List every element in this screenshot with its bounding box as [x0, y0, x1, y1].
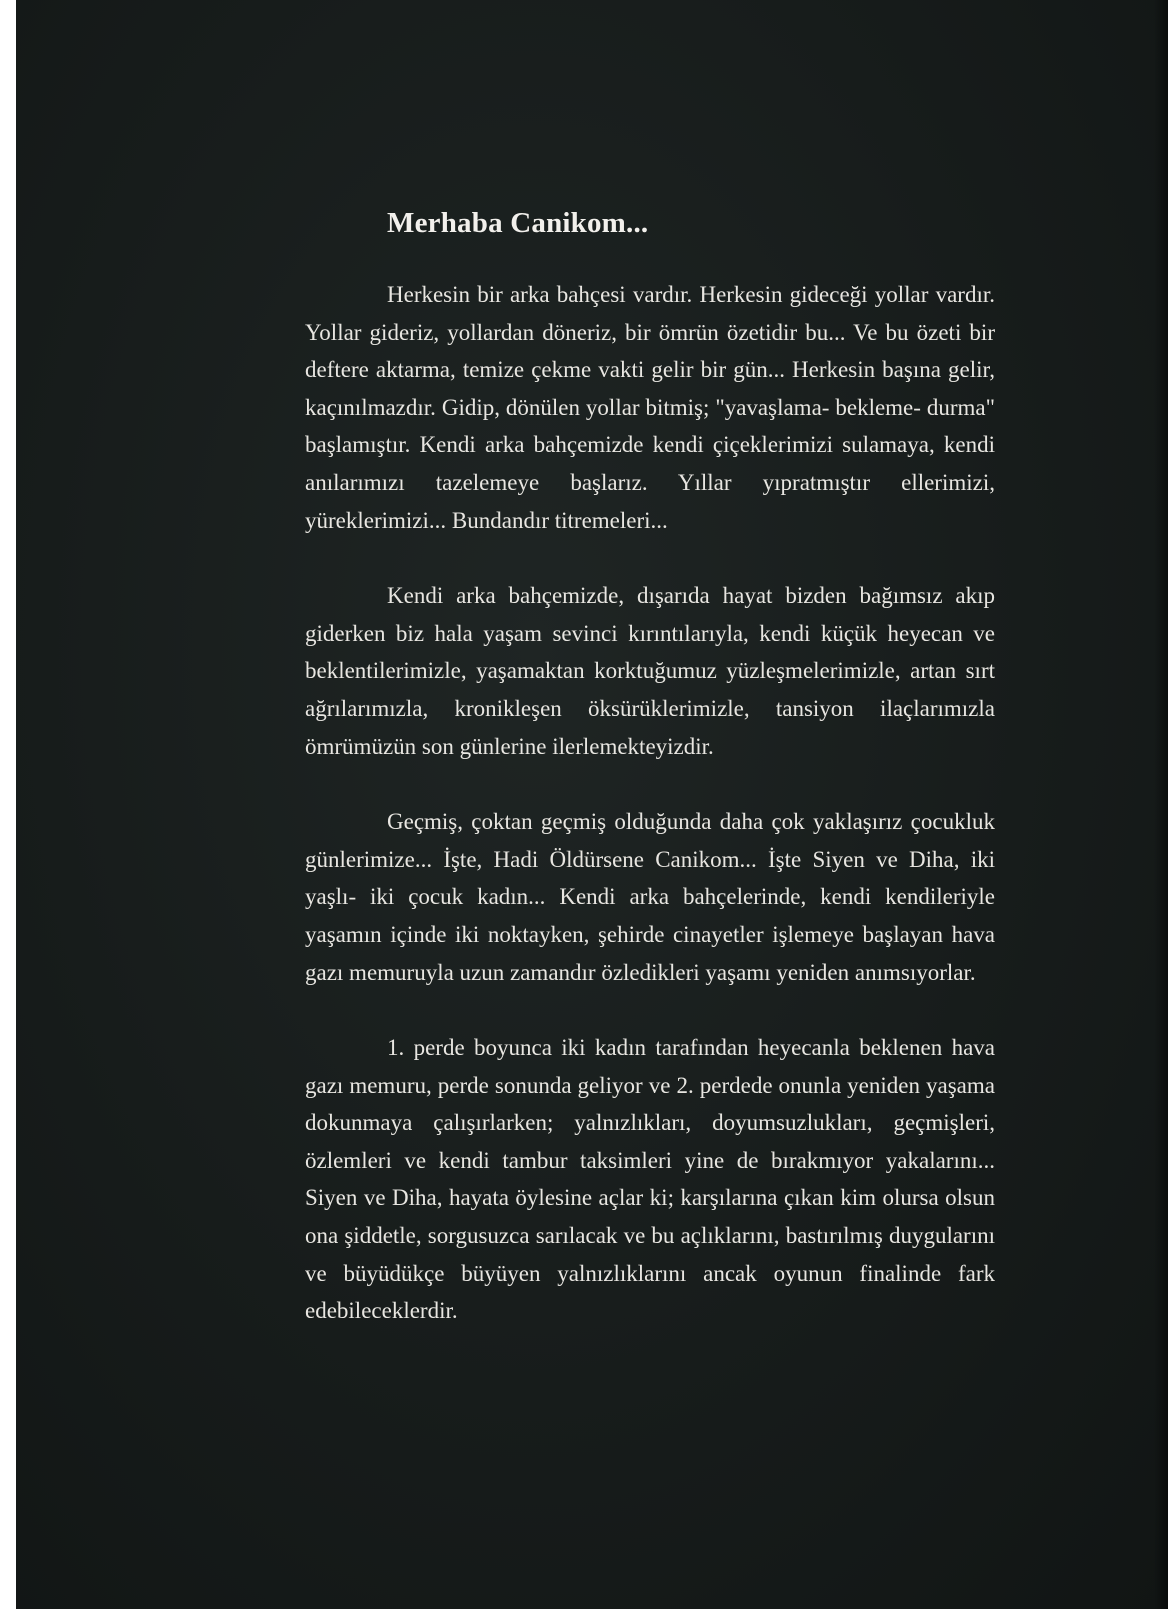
paragraph-1: Herkesin bir arka bahçesi vardır. Herkesin gideceği yollar vardır. Yollar gideriz, yollardan döneriz, bir ömrün özetidir bu... Ve bu özeti bir deftere aktarma, temize çekme vakti gelir bir gün... Herkesin başına gelir, kaçınılmazdır. Gidip, dönülen yollar bitmiş; "yavaşlama- bekleme- durma" başlamıştır. Kendi arka bahçemizde kendi çiçeklerimizi sulamaya, kendi anılarımızı tazelemeye başlarız. Yıllar yıpratmıştır ellerimizi, yüreklerimizi... Bundandır titremeleri... [305, 282, 995, 533]
paragraph-2: Kendi arka bahçemizde, dışarıda hayat bizden bağımsız akıp giderken biz hala yaşam sevinci kırıntılarıyla, kendi küçük heyecan ve beklentilerimizle, yaşamaktan korktuğumuz yüzleşmelerimizle, artan sırt ağrılarımızla, kronikleşen öksürüklerimizle, tansiyon ilaçlarımızla ömrümüzün son günlerine ilerlemekteyizdir. [305, 583, 995, 759]
page-title: Merhaba Canikom... [387, 207, 649, 239]
paragraph-4: 1. perde boyunca iki kadın tarafından heyecanla beklenen hava gazı memuru, perde sonunda geliyor ve 2. perdede onunla yeniden yaşama dokunmaya çalışırlarken; yalnızlıkları, doyumsuzlukları, geçmişleri, özlemleri ve kendi tambur taksimleri yine de bırakmıyor yakalarını... Siyen ve Diha, hayata öylesine açlar ki; karşılarına çıkan kim olursa olsun ona şiddetle, sorgusuzca sarılacak ve bu açlıklarını, bastırılmış duygularını ve büyüdükçe büyüyen yalnızlıklarını ancak oyunun finalinde fark edebileceklerdir. [305, 1035, 995, 1324]
text-block [305, 203, 995, 1368]
paragraph-3: Geçmiş, çoktan geçmiş olduğunda daha çok yaklaşırız çocukluk günlerimize... İşte, Hadi Öldürsene Canikom... İşte Siyen ve Diha, iki yaşlı- iki çocuk kadın... Kendi arka bahçelerinde, kendi kendileriyle yaşamın içinde iki noktayken, şehirde cinayetler işlemeye başlayan hava gazı memuruyla uzun zamandır özledikleri yaşamı yeniden anımsıyorlar. [305, 809, 995, 985]
document-page [16, 0, 1168, 1609]
page-edge-shadow [1154, 0, 1168, 1609]
